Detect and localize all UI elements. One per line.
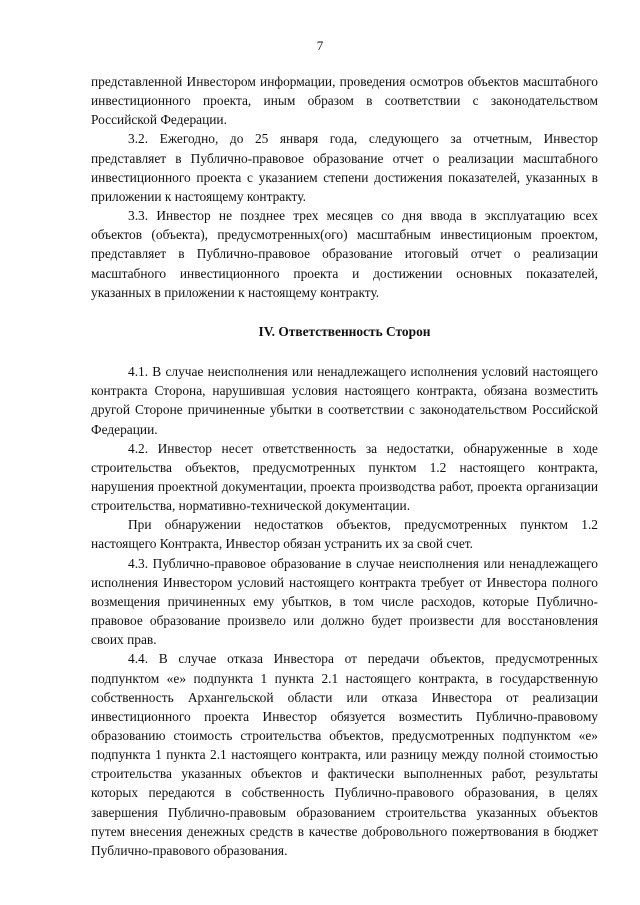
paragraph-3-3: 3.3. Инвестор не позднее трех месяцев со дня ввода в эксплуатацию всех объектов (объекта), предусмотренных(ого) масштабным инвестиционым проектом, представляет в Публично-правовое образование итоговый отчет о реализации масштабного инвестиционного проекта и достижении основных показателей, указанных в приложении к настоящему контракту. bbox=[91, 208, 598, 300]
section-heading: IV. Ответственность Сторон bbox=[258, 323, 431, 339]
paragraph-4-3: 4.3. Публично-правовое образование в случае неисполнения или ненадлежащего исполнения Инвестором условий настоящего контракта требует от Инвестора полного возмещения причиненных ему убытков, в том числе расходов, которые Публично-правовое образование произвело или должно будет произвести для восстановления своих прав. bbox=[91, 555, 598, 648]
paragraph-4-2-addendum: При обнаружении недостатков объектов, предусмотренных пунктом 1.2 настоящего Контракта, Инвестор обязан устранить их за свой счет. bbox=[91, 517, 598, 552]
document-body bbox=[91, 72, 598, 860]
paragraph-3-1-continuation: представленной Инвестором информации, проведения осмотров объектов масштабного инвестиционного проекта, иным образом в соответствии с законодательством Российской Федерации. bbox=[91, 74, 598, 128]
paragraph-4-2: 4.2. Инвестор несет ответственность за недостатки, обнаруженные в ходе строительства объектов, предусмотренных пунктом 1.2 настоящего контракта, нарушения проектной документации, проекта производства работ, проекта организации строительства, нормативно-технической документации. bbox=[91, 440, 598, 514]
paragraph-4-1: 4.1. В случае неисполнения или ненадлежащего исполнения условий настоящего контракта Сторона, нарушившая условия настоящего контракта, обязана возместить другой Стороне причиненные убытки в соответствии с законодательством Российской Федерации. bbox=[91, 364, 598, 437]
page-number: 7 bbox=[316, 38, 324, 53]
paragraph-4-4: 4.4. В случае отказа Инвестора от передачи объектов, предусмотренных подпунктом «е» подпункта 1 пункта 2.1 настоящего контракта, в государственную собственность Архангельской области или отказа Инвестора от реализации инвестиционного проекта Инвестор обязуется возместить Публично-правовому образованию стоимость строительства объектов, предусмотренных подпунктом «е» подпункта 1 пункта 2.1 настоящего контракта, или разницу между полной стоимостью строительства указанных объектов и фактически выполненных работ, результаты которых передаются в собственность Публично-правового образования, в целях завершения Публично-правовым образованием строительства указанных объектов путем внесения денежных средств в качестве добровольного пожертвования в бюджет Публично-правового образования. bbox=[91, 651, 598, 858]
paragraph-3-2: 3.2. Ежегодно, до 25 января года, следующего за отчетным, Инвестор представляет в Публично-правовое образование отчет о реализации масштабного инвестиционного проекта с указанием степени достижения показателей, указанных в приложении к настоящему контракту. bbox=[91, 131, 598, 204]
